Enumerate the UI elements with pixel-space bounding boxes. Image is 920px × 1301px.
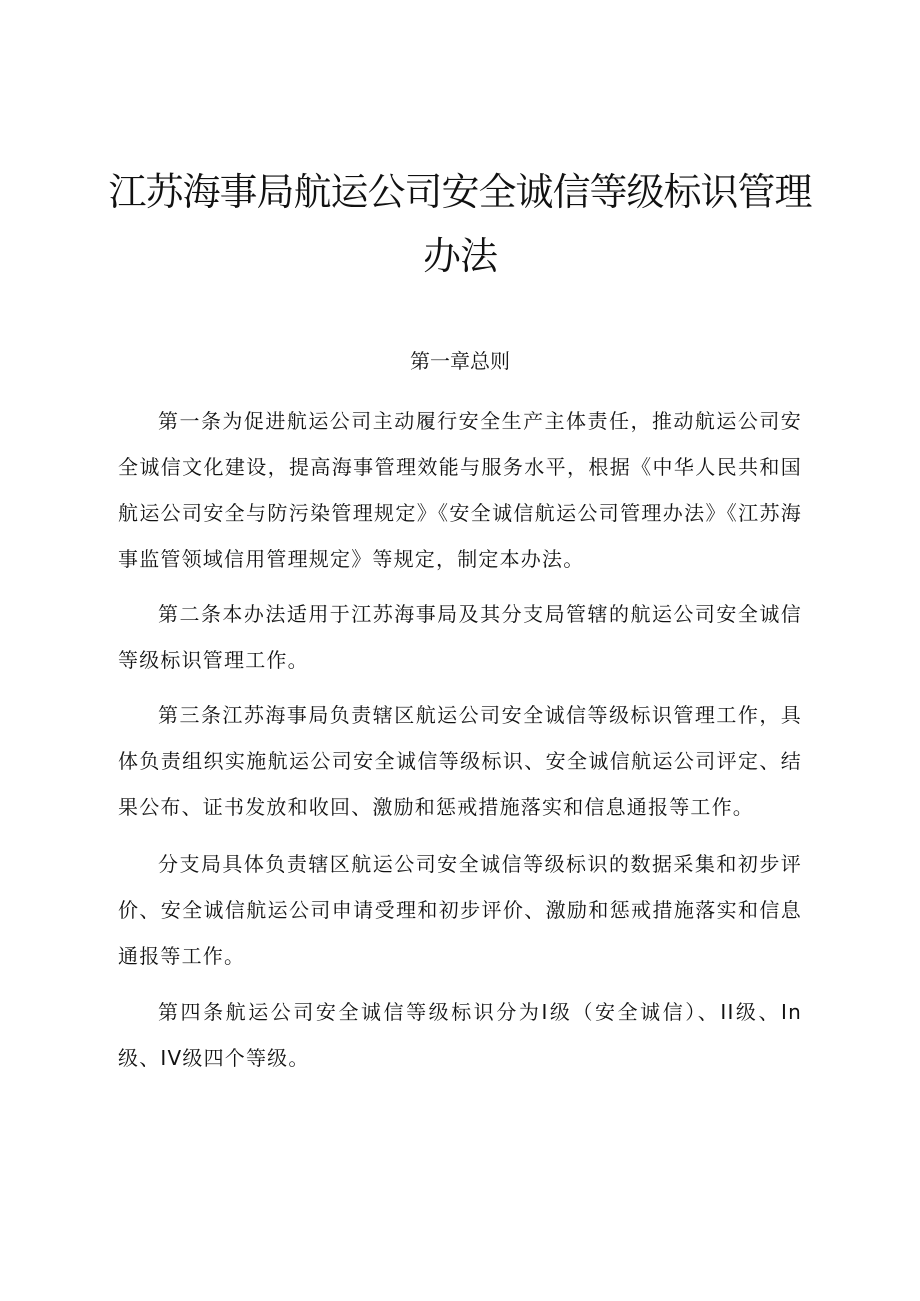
chapter-heading: 第一章总则: [410, 349, 510, 373]
document-title: 江苏海事局航运公司安全诚信等级标识管理办法: [108, 170, 812, 278]
article-1-paragraph: 第一条为促进航运公司主动履行安全生产主体责任，推动航运公司安全诚信文化建设，提高海事管理效能与服务水平，根据《中华人民共和国航运公司安全与防污染管理规定》《安全诚信航运公司管理办法》《江苏海事监管领域信用管理规定》等规定，制定本办法。: [118, 409, 802, 571]
article-4-paragraph: 第四条航运公司安全诚信等级标识分为I级（安全诚信）、II级、In级、IV级四个等级。: [118, 1000, 802, 1070]
article-3-branch-paragraph: 分支局具体负责辖区航运公司安全诚信等级标识的数据采集和初步评价、安全诚信航运公司申请受理和初步评价、激励和惩戒措施落实和信息通报等工作。: [118, 852, 802, 968]
article-2-paragraph: 第二条本办法适用于江苏海事局及其分支局管辖的航运公司安全诚信等级标识管理工作。: [118, 602, 802, 672]
article-3-paragraph: 第三条江苏海事局负责辖区航运公司安全诚信等级标识管理工作，具体负责组织实施航运公司安全诚信等级标识、安全诚信航运公司评定、结果公布、证书发放和收回、激励和惩戒措施落实和信息通报等工作。: [118, 703, 802, 819]
